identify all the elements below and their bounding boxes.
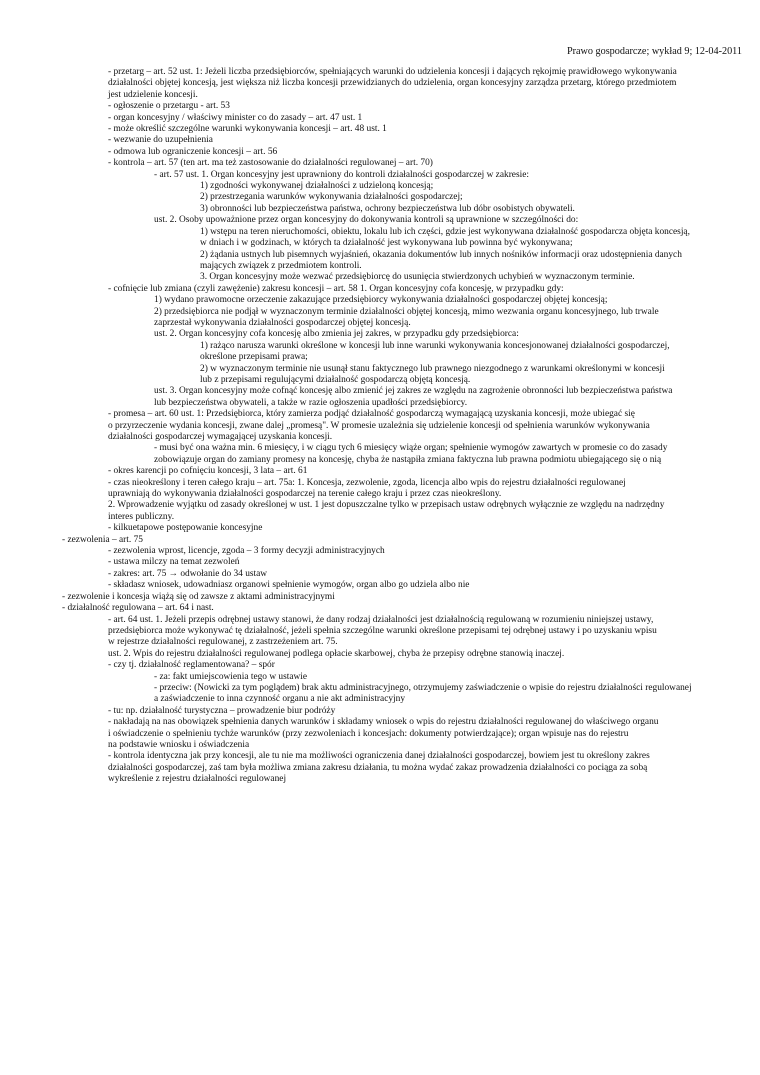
text-line: - może określić szczególne warunki wykonywania koncesji – art. 48 ust. 1 [108, 124, 387, 135]
document-body [0, 67, 760, 786]
text-line: - przetarg – art. 52 ust. 1: Jeżeli liczba przedsiębiorców, spełniających warunki do udzielenia koncesji i dających rękojmię prawidłowego wykonywania [108, 67, 677, 77]
text-line: ust. 2. Organ koncesyjny cofa koncesję albo zmienia jej zakres, w przypadku gdy przedsiębiorca: [154, 329, 519, 340]
text-line: - kontrola – art. 57 (ten art. ma też zastosowanie do działalności regulowanej – art. 70) [108, 158, 433, 169]
text-line: działalności objętej koncesją, jest większa niż liczba koncesji przewidzianych do udzielenia, organ koncesyjny zarządza przetarg, którego przedmiotem [108, 78, 677, 89]
text-line: określone przepisami prawa; [200, 352, 308, 363]
text-line: uprawniają do wykonywania działalności gospodarczej na terenie całego kraju i przez czas nieokreślony. [108, 489, 502, 500]
text-line: - wezwanie do uzupełnienia [108, 135, 213, 146]
text-line: a zaświadczenie to inna czynność organu a nie akt administracyjny [154, 694, 406, 705]
text-line: - przeciw: (Nowicki za tym poglądem) brak aktu administracyjnego, otrzymujemy zaświadczenie o wpisie do rejestru działalności regulowanej [154, 682, 692, 693]
text-line: wykreślenie z rejestru działalności regulowanej [108, 774, 287, 785]
text-line: - zezwolenia – art. 75 [62, 534, 143, 545]
text-line: - okres karencji po cofnięciu koncesji, 3 lata – art. 61 [108, 466, 308, 477]
text-line: 2) przestrzegania warunków wykonywania działalności gospodarczej; [200, 192, 463, 203]
text-line: 2) przedsiębiorca nie podjął w wyznaczonym terminie działalności objętej koncesją, mimo wezwania organu koncesyjnego, lub trwale [154, 306, 659, 317]
text-line: - kontrola identyczna jak przy koncesji, ale tu nie ma możliwości ograniczenia danej działalności gospodarczej, bowiem jest tu określony zakres [108, 751, 650, 762]
text-line: 1) rażąco narusza warunki określone w koncesji lub inne warunki wykonywania koncesjonowanej działalności gospodarczej, [200, 340, 670, 351]
text-line: - działalność regulowana – art. 64 i nast. [62, 603, 214, 614]
text-line: 1) wstępu na teren nieruchomości, obiektu, lokalu lub ich części, gdzie jest wykonywana działalność gospodarcza objęta koncesją, [200, 226, 690, 237]
text-line: zobowiązuje organ do zamiany promesy na koncesję, chyba że nastąpiła zmiana faktyczna lub prawna podmiotu ubiegającego się o nią [154, 454, 662, 465]
text-line: - organ koncesyjny / właściwy minister co do zasady – art. 47 ust. 1 [108, 112, 363, 123]
text-line: - odmowa lub ograniczenie koncesji – art. 56 [108, 146, 278, 157]
text-line: 3. Organ koncesyjny może wezwać przedsiębiorcę do usunięcia stwierdzonych uchybień w wyznaczonym terminie. [200, 272, 635, 283]
text-line: - tu: np. działalność turystyczna – prowadzenie biur podróży [108, 705, 336, 716]
text-line: 3) obronności lub bezpieczeństwa państwa, ochrony bezpieczeństwa lub dóbr osobistych obywateli. [200, 203, 575, 214]
text-line: jest udzielenie koncesji. [108, 89, 198, 100]
text-line: ust. 2. Wpis do rejestru działalności regulowanej podlega opłacie skarbowej, chyba że przepisy odrębne stanowią inaczej. [108, 648, 565, 659]
page-header: Prawo gospodarcze; wykład 9; 12-04-2011 [566, 46, 742, 57]
text-line: 1) wydano prawomocne orzeczenie zakazujące przedsiębiorcy wykonywania działalności gospodarczej objętej koncesją; [154, 295, 608, 306]
text-line: lub bezpieczeństwa obywateli, a także w razie ogłoszenia upadłości przedsiębiorcy. [154, 397, 468, 408]
text-line: lub z przepisami regulującymi działalność gospodarczą objętą koncesją. [200, 374, 471, 385]
text-line: interes publiczny. [108, 511, 175, 522]
text-line: - zezwolenia wprost, licencje, zgoda – 3 formy decyzji administracyjnych [108, 546, 385, 557]
text-line: mających związek z przedmiotem kontroli. [200, 260, 362, 271]
text-line: - musi być ona ważna min. 6 miesięcy, i w ciągu tych 6 miesięcy wiąże organ; spełnienie wymogów zawartych w promesie co do zasady [154, 443, 668, 454]
text-line: - czas nieokreślony i teren całego kraju – art. 75a: 1. Koncesja, zezwolenie, zgoda, licencja albo wpis do rejestru działalności regulowanej [108, 477, 626, 488]
text-line: - art. 64 ust. 1. Jeżeli przepis odrębnej ustawy stanowi, że dany rodzaj działalności jest działalnością regulowaną w rozumieniu niniejszej ustawy, [108, 614, 654, 625]
text-line: i oświadczenie o spełnieniu tychże warunków (przy zezwoleniach i koncesjach: dokumenty potwierdzające); organ wpisuje nas do rejestru [108, 728, 629, 739]
text-line: - składasz wniosek, udowadniasz organowi spełnienie wymogów, organ albo go udziela albo nie [108, 580, 470, 591]
text-line: - cofnięcie lub zmiana (czyli zawężenie) zakresu koncesji – art. 58 1. Organ koncesyjny cofa koncesję, w przypadku gdy: [108, 283, 564, 294]
text-line: zaprzestał wykonywania działalności gospodarczej objętej koncesją. [154, 317, 411, 328]
text-line: - kilkuetapowe postępowanie koncesyjne [108, 523, 263, 534]
text-line: - nakładają na nas obowiązek spełnienia danych warunków i składamy wniosek o wpis do rejestru działalności regulowanej do właściwego organu [108, 717, 659, 728]
text-line: 1) zgodności wykonywanej działalności z udzieloną koncesją; [200, 181, 434, 192]
text-line: - za: fakt umiejscowienia tego w ustawie [154, 671, 308, 682]
text-line: - zakres: art. 75 → odwołanie do 34 ustaw [108, 568, 268, 579]
text-line: ust. 3. Organ koncesyjny może cofnąć koncesję albo zmienić jej zakres ze względu na zagrożenie obronności lub bezpieczeństwa państwa [154, 386, 673, 397]
text-line: w dniach i w godzinach, w których ta działalność jest wykonywana lub powinna być wykonywana; [200, 238, 573, 249]
text-line: - zezwolenie i koncesja wiążą się od zawsze z aktami administracyjnymi [62, 591, 335, 602]
text-line: działalności gospodarczej, zaś tam była możliwa zmiana zakresu działania, tu można wydać zakaz prowadzenia działalności co pociąga za sobą [108, 762, 648, 773]
text-line: - ustawa milczy na temat zezwoleń [108, 557, 240, 568]
text-line: 2) żądania ustnych lub pisemnych wyjaśnień, okazania dokumentów lub innych nośników informacji oraz udostępnienia danych [200, 249, 682, 260]
text-line: w rejestrze działalności regulowanej, z zastrzeżeniem art. 75. [108, 637, 338, 648]
text-line: o przyrzeczenie wydania koncesji, zwane dalej „promesą". W promesie uzależnia się udzielenie koncesji od spełnienia warunków wykonywania [108, 420, 650, 431]
text-line: przedsiębiorca może wykonywać tę działalność, jeżeli spełnia szczególne warunki określone przepisami tej odrębnej ustawy i po uzyskaniu wpisu [108, 625, 657, 636]
text-line: - czy tj. działalność reglamentowana? – spór [108, 660, 275, 671]
text-line: na podstawie wniosku i oświadczenia [108, 739, 250, 750]
text-line: - ogłoszenie o przetargu - art. 53 [108, 101, 230, 112]
text-line: 2) w wyznaczonym terminie nie usunął stanu faktycznego lub prawnego niezgodnego z warunkami określonymi w koncesji [200, 363, 665, 374]
text-line: 2. Wprowadzenie wyjątku od zasady określonej w ust. 1 jest dopuszczalne tylko w przepisach ustaw odrębnych wyłącznie ze względu na nadrzędny [108, 500, 665, 511]
text-line: - art. 57 ust. 1. Organ koncesyjny jest uprawniony do kontroli działalności gospodarczej w zakresie: [154, 169, 529, 180]
text-line: ust. 2. Osoby upoważnione przez organ koncesyjny do dokonywania kontroli są uprawnione w szczególności do: [154, 215, 579, 226]
text-line: działalności gospodarczej wymagającej uzyskania koncesji. [108, 432, 333, 442]
text-line: - promesa – art. 60 ust. 1: Przedsiębiorca, który zamierza podjąć działalność gospodarczą wymagającą uzyskania koncesji, może ubiegać się [108, 409, 635, 420]
